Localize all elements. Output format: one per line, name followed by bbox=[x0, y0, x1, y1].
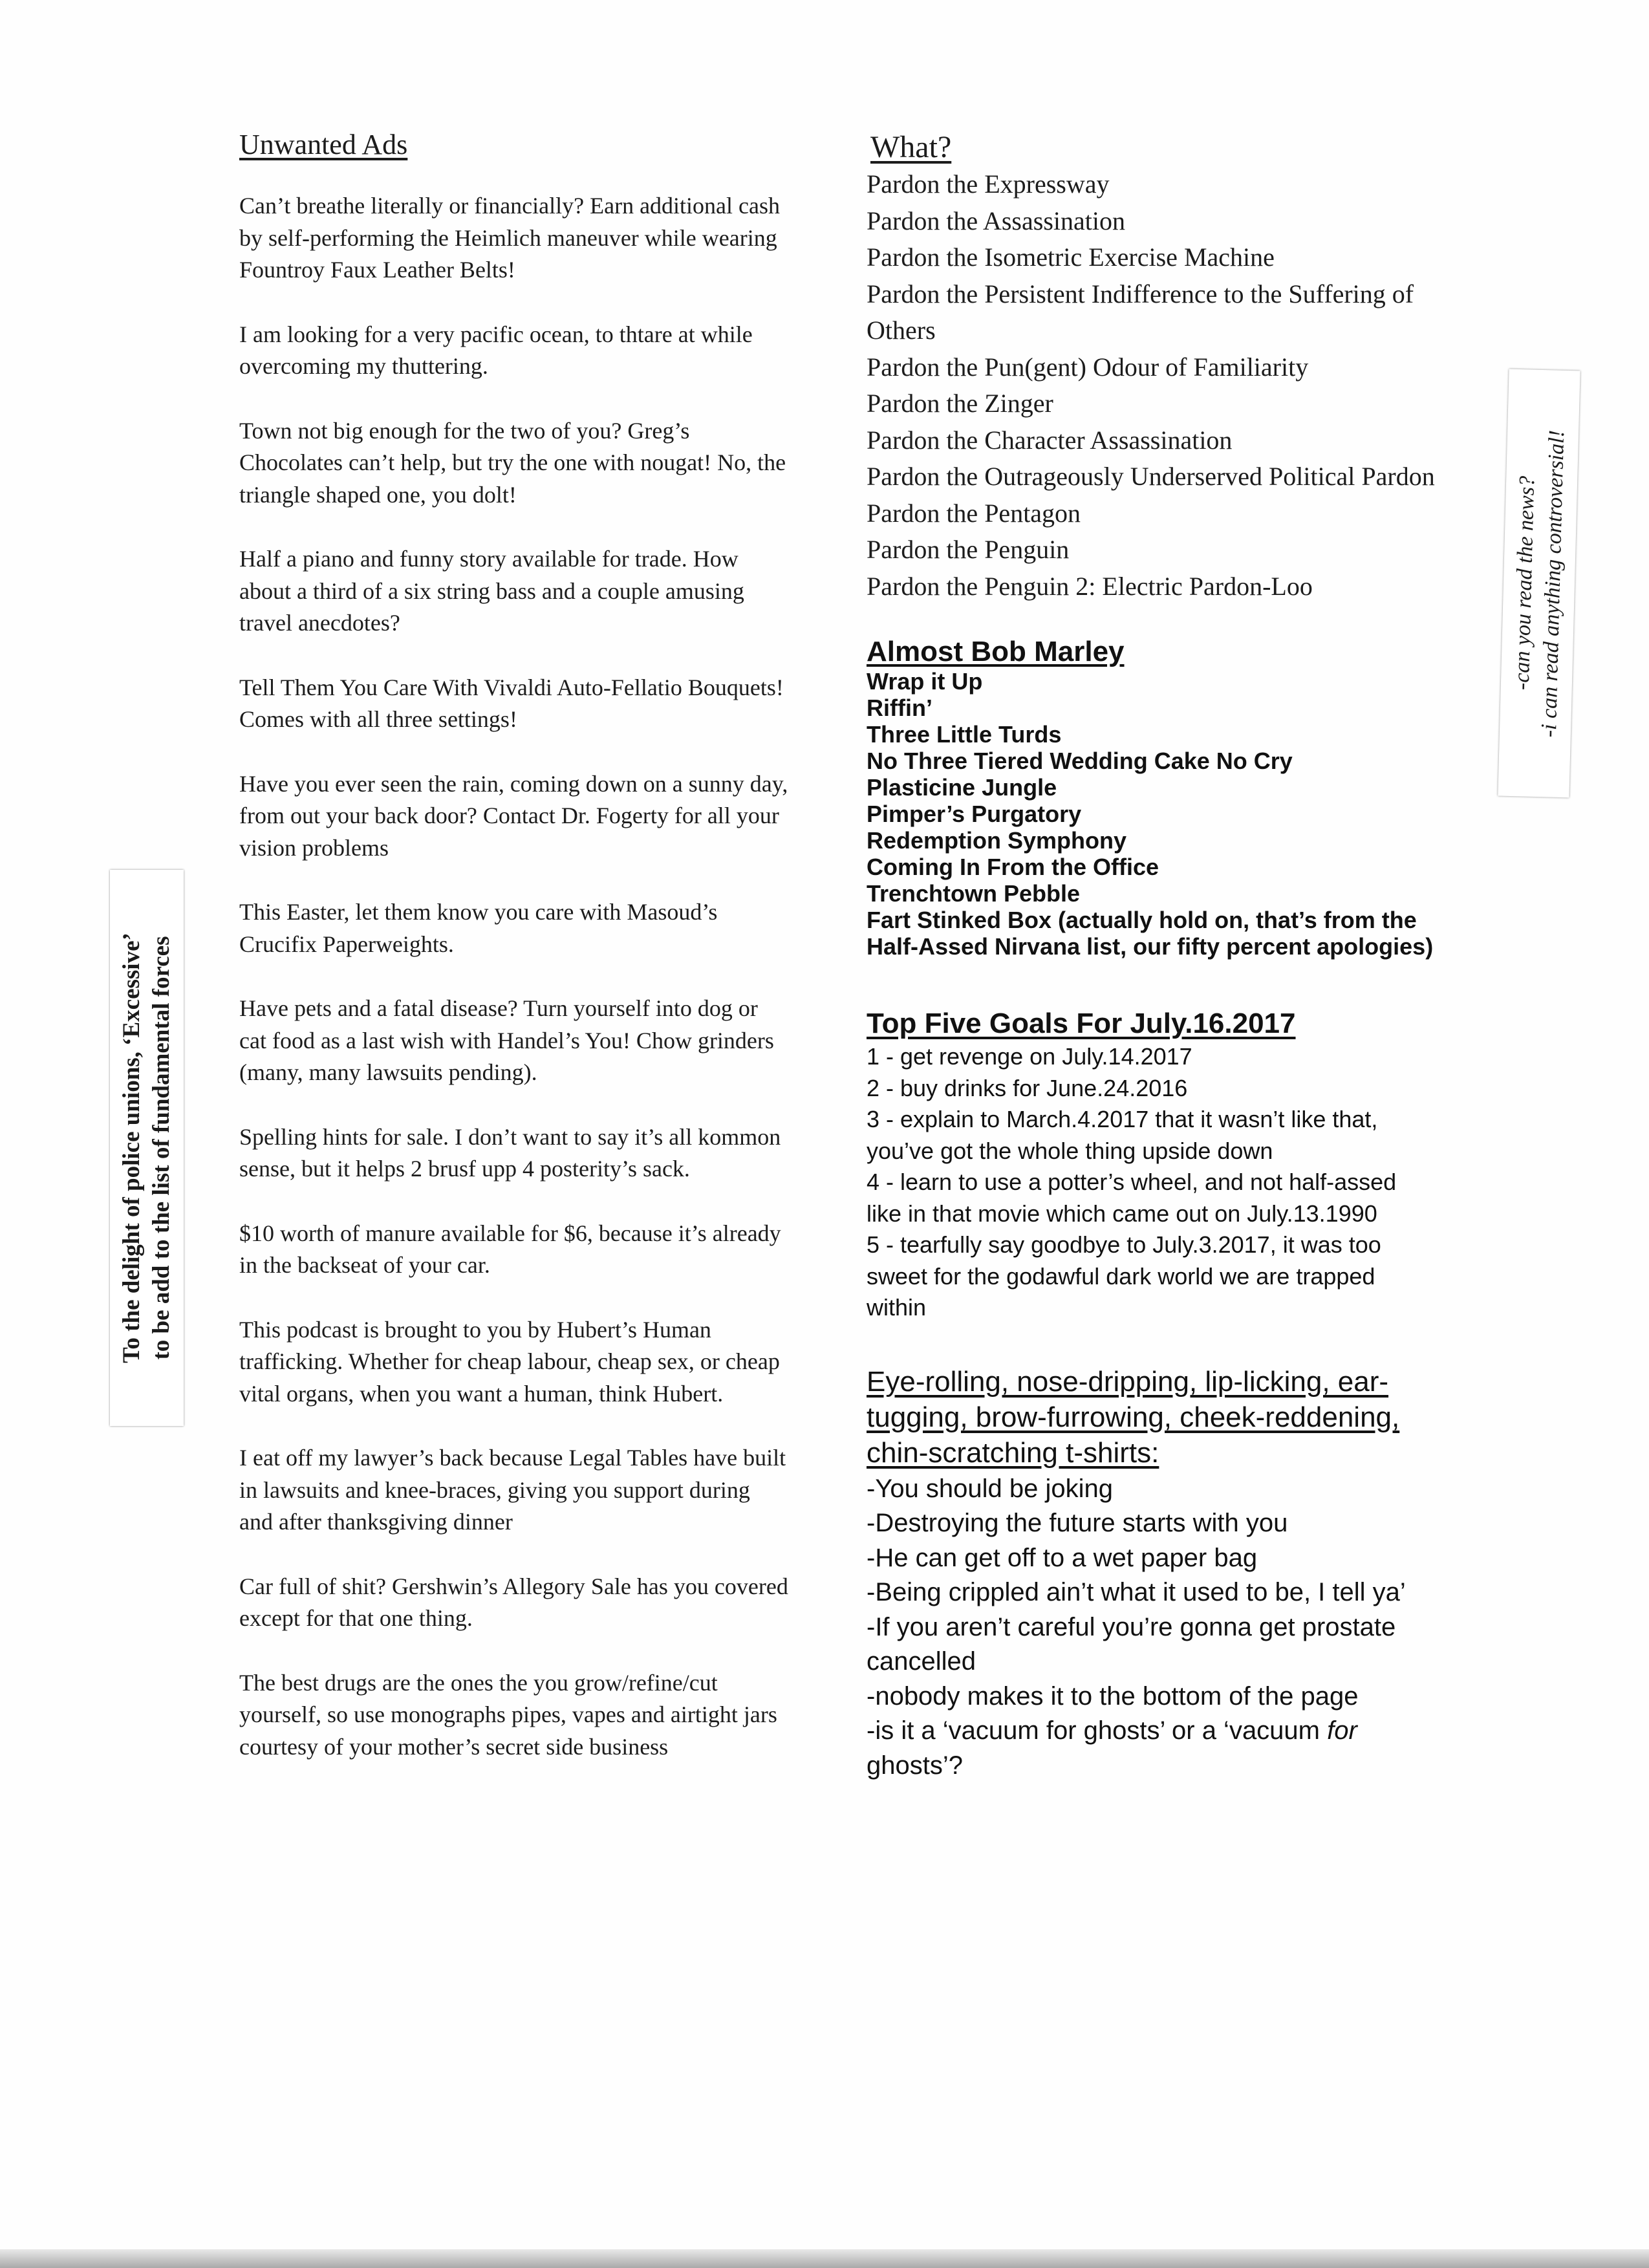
slip-right-line: -can you read the news? bbox=[1509, 475, 1540, 691]
pardon-item: Pardon the Penguin bbox=[867, 535, 1070, 564]
goal-item: 5 - tearfully say goodbye to July.3.2017, it was too sweet for the godawful dark world we are trapped within bbox=[867, 1231, 1381, 1321]
song-item: Pimper’s Purgatory bbox=[867, 801, 1082, 827]
almost-bob-marley-section bbox=[867, 636, 1436, 960]
tshirt-item: -You should be joking bbox=[867, 1474, 1114, 1503]
goal-item: 3 - explain to March.4.2017 that it wasn’t like that, you’ve got the whole thing upside down bbox=[867, 1106, 1378, 1164]
ad-item: I am looking for a very pacific ocean, to thtare at while overcoming my thuttering. bbox=[239, 321, 753, 379]
ad-item: This podcast is brought to you by Hubert’s Human trafficking. Whether for cheap labour, cheap sex, or cheap vital organs, when you want a human, think Hubert. bbox=[239, 1316, 780, 1407]
song-item: Wrap it Up bbox=[867, 668, 983, 695]
ad-item: Can’t breathe literally or financially? Earn additional cash by self-performing the Heimlich maneuver while wearing Fountroy Faux Leather Belts! bbox=[239, 193, 780, 283]
ad-item: Half a piano and funny story available for trade. How about a third of a six string bass and a couple amusing travel anecdotes? bbox=[239, 546, 744, 636]
pardon-item: Pardon the Assassination bbox=[867, 206, 1125, 235]
ad-item: This Easter, let them know you care with Masoud’s Crucifix Paperweights. bbox=[239, 899, 718, 957]
pardon-item: Pardon the Expressway bbox=[867, 169, 1110, 199]
tshirt-item: -nobody makes it to the bottom of the page bbox=[867, 1681, 1359, 1711]
song-item: Three Little Turds bbox=[867, 721, 1062, 748]
pardon-item: Pardon the Penguin 2: Electric Pardon-Loo bbox=[867, 571, 1313, 601]
pasted-slip-right bbox=[1498, 369, 1580, 798]
song-item: Redemption Symphony bbox=[867, 827, 1127, 854]
pardon-item: Pardon the Pun(gent) Odour of Familiarity bbox=[867, 352, 1309, 382]
what-title: What? bbox=[870, 130, 952, 164]
slip-left-line: to be add to the list of fundamental forces bbox=[148, 936, 175, 1360]
slip-left-text bbox=[110, 870, 184, 1426]
tshirt-item: -If you aren’t careful you’re gonna get prostate cancelled bbox=[867, 1612, 1396, 1676]
song-item: Coming In From the Office bbox=[867, 854, 1159, 880]
ad-item: Tell Them You Care With Vivaldi Auto-Fellatio Bouquets! Comes with all three settings! bbox=[239, 674, 784, 732]
slip-left-line: To the delight of police unions, ‘Excessive’ bbox=[118, 933, 145, 1363]
song-item: Trenchtown Pebble bbox=[867, 880, 1081, 907]
song-item: Fart Stinked Box (actually hold on, that’s from the Half-Assed Nirvana list, our fifty percent apologies) bbox=[867, 907, 1434, 960]
ad-item: Have you ever seen the rain, coming down on a sunny day, from out your back door? Contact Dr. Fogerty for all your vision problems bbox=[239, 770, 788, 861]
ad-item: Town not big enough for the two of you? Greg’s Chocolates can’t help, but try the one with nougat! No, the triangle shaped one, you dolt! bbox=[239, 417, 786, 508]
ad-item: Have pets and a fatal disease? Turn yourself into dog or cat food as a last wish with Handel’s You! Chow grinders (many, many lawsuits pending). bbox=[239, 995, 774, 1085]
ad-item: The best drugs are the ones the you grow/refine/cut yourself, so use monographs pipes, vapes and airtight jars courtesy of your mother’s secret side business bbox=[239, 1669, 777, 1760]
tshirts-title: Eye-rolling, nose-dripping, lip-licking, ear-tugging, brow-furrowing, cheek-reddening, chin-scratching t-shirts: bbox=[867, 1365, 1400, 1469]
pardon-item: Pardon the Character Assassination bbox=[867, 425, 1233, 455]
pardon-item: Pardon the Isometric Exercise Machine bbox=[867, 243, 1275, 272]
goal-item: 1 - get revenge on July.14.2017 bbox=[867, 1043, 1192, 1070]
ad-item: $10 worth of manure available for $6, because it’s already in the backseat of your car. bbox=[239, 1220, 781, 1278]
almost-bob-marley-title: Almost Bob Marley bbox=[867, 636, 1125, 667]
tshirt-item: -Being crippled ain’t what it used to be, I tell ya’ bbox=[867, 1578, 1406, 1606]
ad-item: Spelling hints for sale. I don’t want to say it’s all kommon sense, but it helps 2 brusf upp 4 posterity’s sack. bbox=[239, 1123, 781, 1182]
goal-item: 4 - learn to use a potter’s wheel, and not half-assed like in that movie which came out on July.13.1990 bbox=[867, 1169, 1397, 1227]
tshirt-item-last bbox=[867, 1714, 1436, 1783]
pardon-item: Pardon the Pentagon bbox=[867, 498, 1081, 528]
what-section bbox=[867, 129, 1436, 605]
pardon-item: Pardon the Outrageously Underserved Political Pardon bbox=[867, 462, 1435, 491]
ad-item: I eat off my lawyer’s back because Legal Tables have built in lawsuits and knee-braces, giving you support during and after thanksgiving dinner bbox=[239, 1445, 786, 1535]
tshirt-item: -He can get off to a wet paper bag bbox=[867, 1543, 1258, 1572]
pasted-slip-left bbox=[110, 870, 184, 1426]
unwanted-ads-column bbox=[233, 128, 789, 1795]
scan-bottom-edge bbox=[0, 2249, 1649, 2268]
tshirt-item: -Destroying the future starts with you bbox=[867, 1509, 1288, 1537]
top-five-goals-title: Top Five Goals For July.16.2017 bbox=[867, 1008, 1296, 1039]
song-item: Plasticine Jungle bbox=[867, 774, 1057, 801]
ad-item: Car full of shit? Gershwin’s Allegory Sale has you covered except for that one thing. bbox=[239, 1573, 788, 1631]
tshirt-emphasis: for bbox=[1327, 1716, 1357, 1745]
song-item: Riffin’ bbox=[867, 695, 932, 721]
unwanted-ads-title: Unwanted Ads bbox=[239, 129, 408, 160]
pardon-item: Pardon the Zinger bbox=[867, 389, 1053, 418]
tshirts-section bbox=[867, 1364, 1436, 1784]
tshirt-text: ghosts’? bbox=[867, 1751, 963, 1780]
slip-right-text bbox=[1498, 369, 1580, 798]
slip-right-line: -i can read anything controversial! bbox=[1536, 429, 1569, 738]
pardon-item: Pardon the Persistent Indifference to the Suffering of Others bbox=[867, 279, 1414, 345]
right-column bbox=[867, 129, 1436, 1783]
top-five-goals-section bbox=[867, 1006, 1436, 1324]
goal-item: 2 - buy drinks for June.24.2016 bbox=[867, 1074, 1188, 1101]
song-item: No Three Tiered Wedding Cake No Cry bbox=[867, 748, 1293, 774]
tshirt-text: -is it a ‘vacuum for ghosts’ or a ‘vacuum bbox=[867, 1716, 1328, 1745]
